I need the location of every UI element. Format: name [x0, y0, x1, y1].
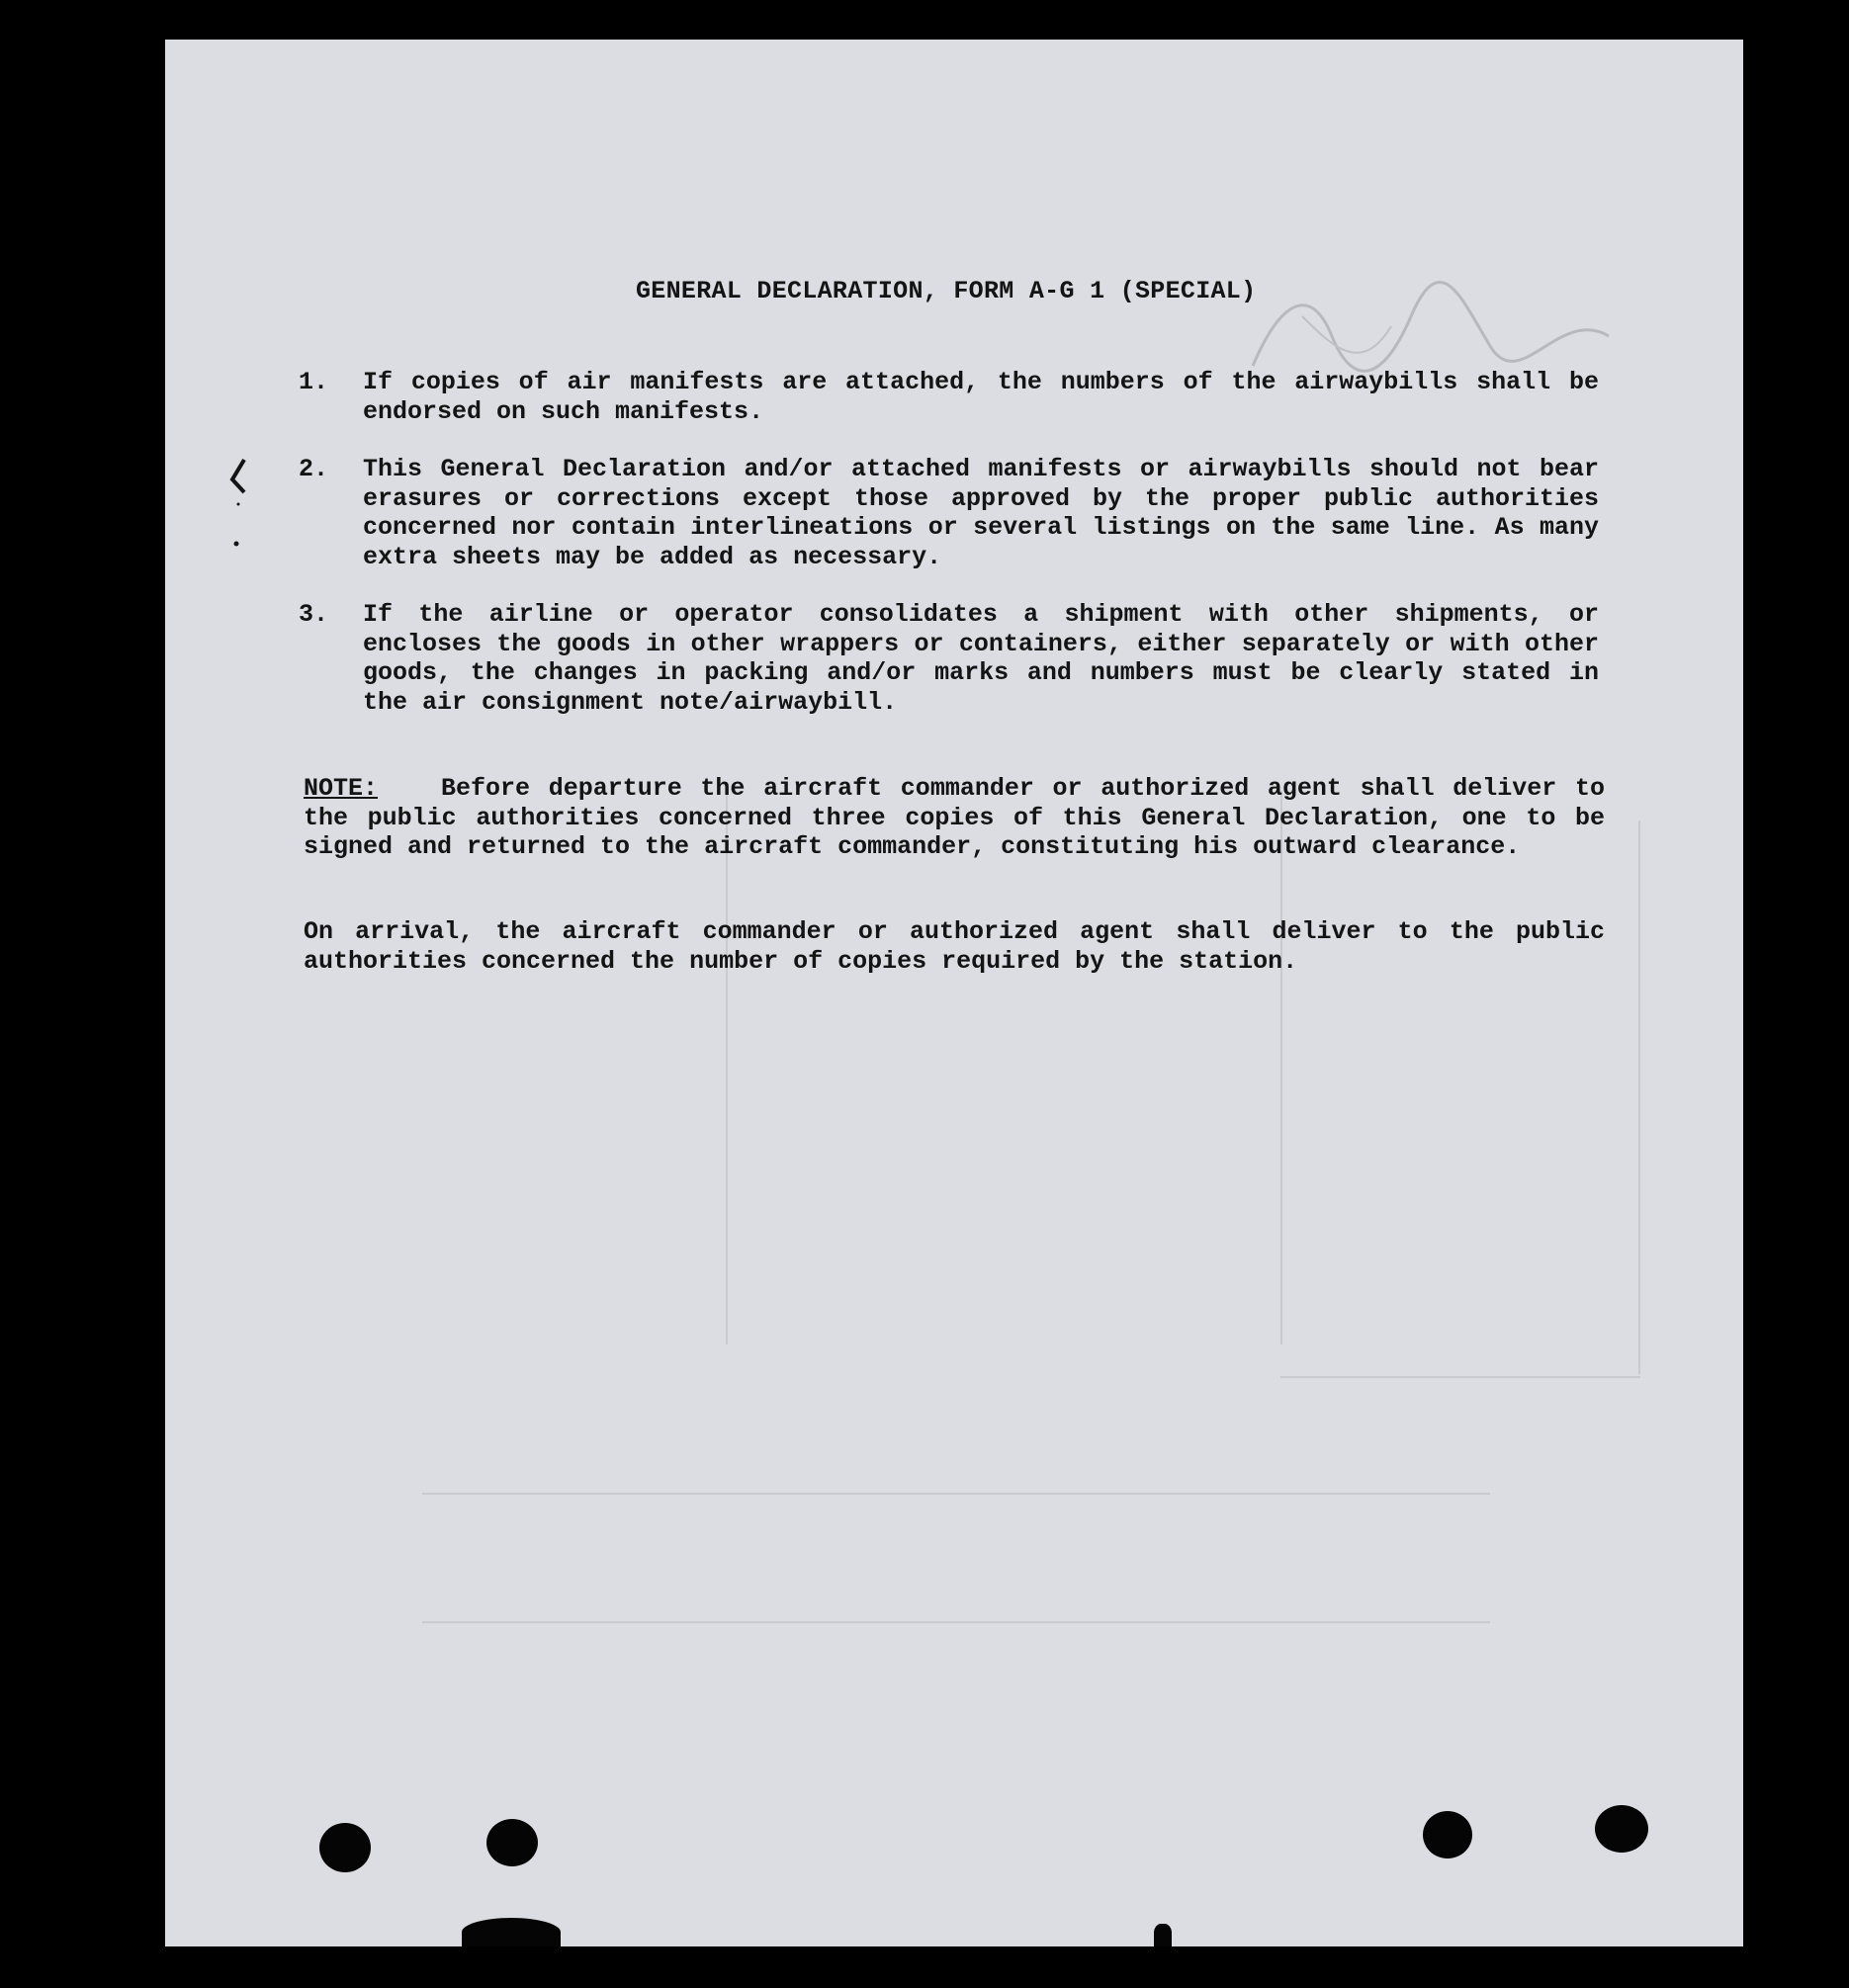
item-text: If the airline or operator consolidates a shipment with other shipments, or encloses the goods in other wrappers or containers, either separately or with other goods, the changes in packing and/or marks and numbers must be clearly stated in the air consignment note/airwaybill.: [363, 600, 1599, 717]
arrival-paragraph: On arrival, the aircraft commander or authorized agent shall deliver to the public authorities concerned the number of copies required by the station.: [304, 917, 1605, 976]
item-text: This General Declaration and/or attached manifests or airwaybills should not bear erasures or corrections except those approved by the proper public authorities concerned nor contain interlineations or several listings on the same line. As many extra sheets may be added as necessary.: [363, 455, 1599, 571]
torn-edge-mark: [1154, 1924, 1172, 1946]
document-page: [165, 40, 1743, 1946]
item-number: 1.: [299, 368, 329, 396]
list-item: [299, 368, 1599, 426]
list-item: [299, 600, 1599, 717]
declaration-text-block: [165, 40, 1743, 1946]
punch-hole-icon: [1423, 1811, 1472, 1858]
page-title: GENERAL DECLARATION, FORM A-G 1 (SPECIAL): [636, 277, 1257, 305]
item-number: 3.: [299, 600, 329, 629]
punch-hole-icon: [1595, 1805, 1648, 1853]
note-label: NOTE:: [304, 774, 379, 803]
punch-hole-icon: [486, 1819, 538, 1866]
note-text: Before departure the aircraft commander or authorized agent shall deliver to the public authorities concerned three copies of this General Declaration, one to be signed and returned to the aircraft commander, constituting his outward clearance.: [304, 774, 1605, 861]
item-number: 2.: [299, 455, 329, 483]
note-paragraph: [304, 774, 1605, 862]
list-item: [299, 455, 1599, 571]
torn-edge-mark: [462, 1918, 561, 1946]
item-text: If copies of air manifests are attached, the numbers of the airwaybills shall be endorsed on such manifests.: [363, 368, 1599, 426]
punch-hole-icon: [319, 1823, 371, 1872]
